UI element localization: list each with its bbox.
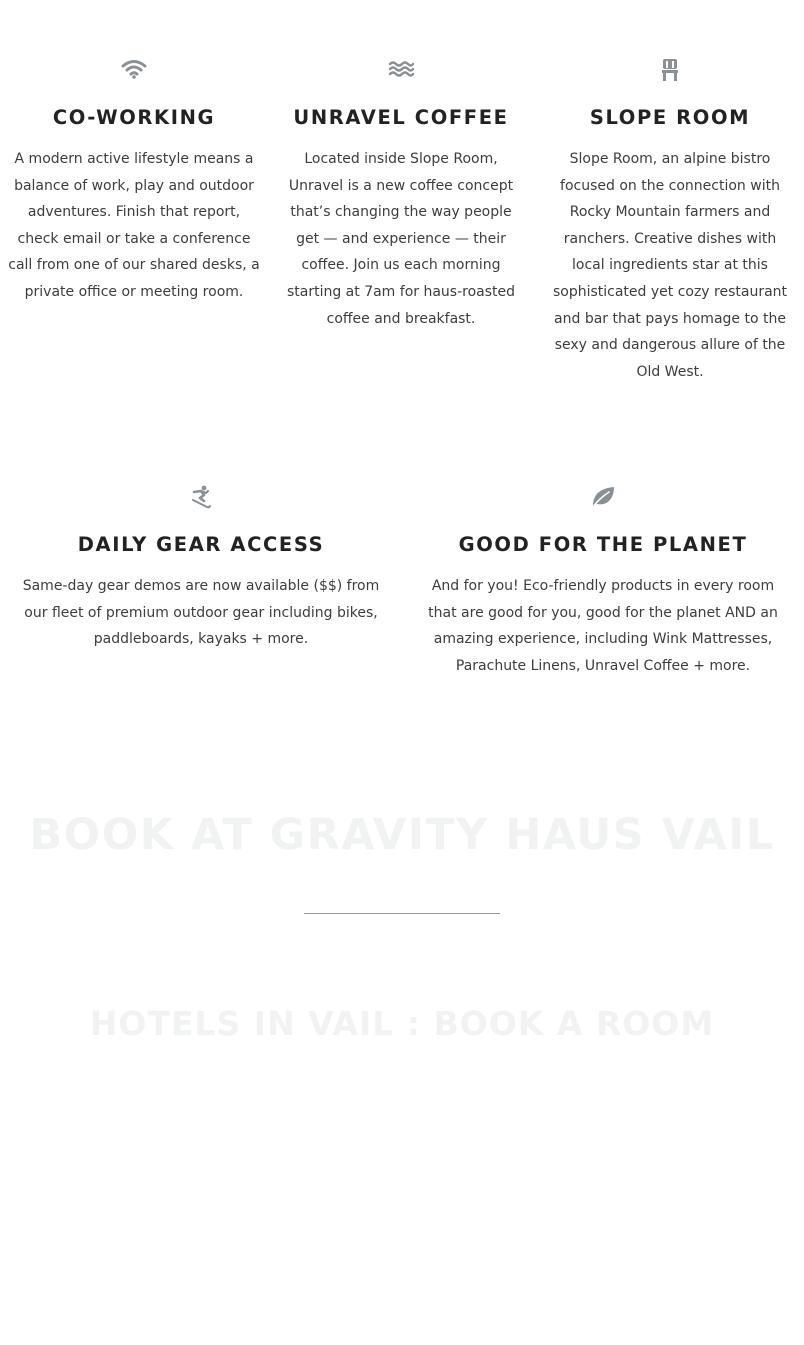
feature-slope-room (548, 58, 792, 385)
chair-icon (548, 58, 792, 82)
feature-good-for-the-planet (416, 485, 790, 679)
booking-heading: BOOK AT GRAVITY HAUS VAIL (29, 810, 775, 860)
feature-coworking (8, 58, 260, 306)
feature-daily-gear-access (16, 485, 386, 653)
feature-title: DAILY GEAR ACCESS (77, 533, 325, 556)
leaf-icon (416, 485, 790, 509)
skier-icon (16, 485, 386, 509)
feature-title: UNRAVEL COFFEE (293, 106, 509, 129)
feature-title: SLOPE ROOM (589, 106, 751, 129)
feature-unravel-coffee (282, 58, 520, 332)
feature-description: And for you! Eco-friendly products in every room that are good for you, good for the planet AND an amazing experience, including Wink Mattresses, Parachute Linens, Unravel Coffee + more. (428, 578, 778, 674)
feature-description: Same-day gear demos are now available ($$) from our fleet of premium outdoor gear including bikes, paddleboards, kayaks + more. (22, 578, 380, 648)
feature-description: Slope Room, an alpine bistro focused on the connection with Rocky Mountain farmers and ranchers. Creative dishes with local ingredients star at this sophisticated yet cozy restaurant and bar that pays homage to the sexy and dangerous allure of the Old West. (552, 151, 788, 380)
section-divider (304, 913, 500, 914)
feature-title: CO-WORKING (52, 106, 216, 129)
booking-subheading: HOTELS IN VAIL : BOOK A ROOM (89, 1004, 715, 1043)
waves-icon (282, 58, 520, 82)
feature-title: GOOD FOR THE PLANET (458, 533, 748, 556)
wifi-icon (8, 58, 260, 82)
feature-description: A modern active lifestyle means a balance of work, play and outdoor adventures. Finish that report, check email or take a conference call from one of our shared desks, a private office or meeting room. (8, 151, 260, 300)
feature-description: Located inside Slope Room, Unravel is a new coffee concept that’s changing the way people get — and experience — their coffee. Join us each morning starting at 7am for haus-roasted coffee and breakfast. (286, 151, 516, 327)
